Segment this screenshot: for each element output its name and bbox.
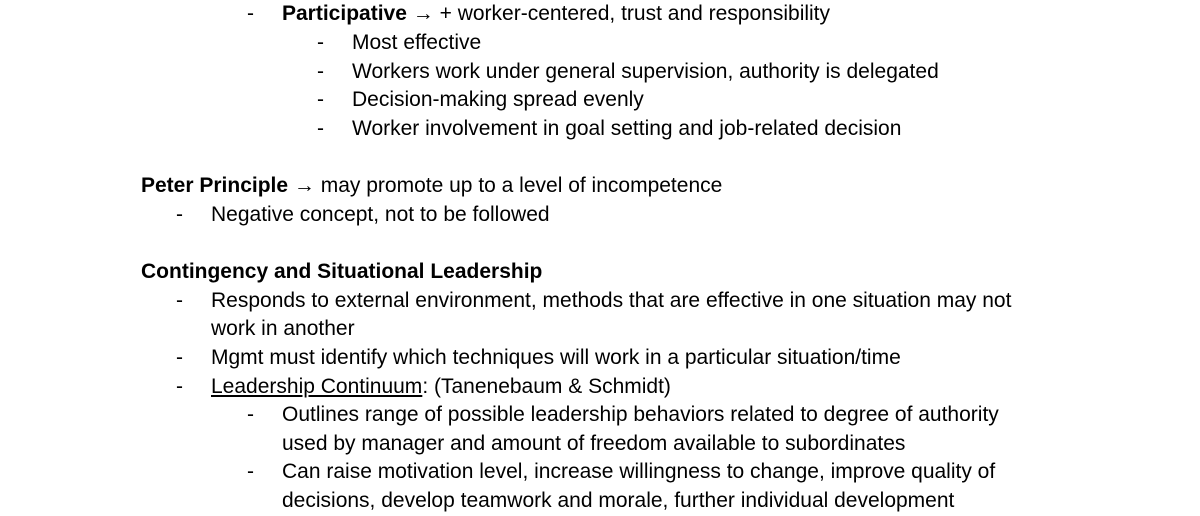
- peter-principle-title: Peter Principle: [141, 174, 289, 197]
- bullet-dash: -: [176, 375, 183, 398]
- leadership-continuum-title: Leadership Continuum: [211, 375, 423, 398]
- list-item: Workers work under general supervision, authority is delegated: [352, 60, 939, 83]
- list-item: Outlines range of possible leadership behaviors related to degree of authority: [282, 403, 999, 426]
- list-item: Responds to external environment, methods that are effective in one situation may not: [211, 289, 1012, 312]
- list-item: Mgmt must identify which techniques will work in a particular situation/time: [211, 346, 901, 369]
- list-item: Decision-making spread evenly: [352, 88, 644, 111]
- list-item: Worker involvement in goal setting and job-related decision: [352, 117, 902, 140]
- bullet-dash: -: [176, 203, 183, 226]
- list-item: Negative concept, not to be followed: [211, 203, 550, 226]
- bullet-dash: -: [247, 460, 254, 483]
- bullet-dash: -: [176, 289, 183, 312]
- bullet-dash: -: [317, 88, 324, 111]
- bullet-dash: -: [176, 346, 183, 369]
- participative-line: [282, 0, 830, 29]
- bullet-dash: -: [247, 403, 254, 426]
- list-item-continuation: decisions, develop teamwork and morale, further individual development: [282, 489, 955, 512]
- bullet-dash: -: [317, 31, 324, 54]
- leadership-continuum-authors: : (Tanenebaum & Schmidt): [422, 375, 671, 398]
- peter-principle-text: may promote up to a level of incompetence: [320, 174, 723, 197]
- bullet-dash: -: [317, 60, 324, 83]
- bullet-dash: -: [247, 2, 254, 25]
- list-item-continuation: work in another: [211, 317, 355, 340]
- arrow-symbol: →: [412, 2, 434, 25]
- bullet-dash: -: [317, 117, 324, 140]
- contingency-heading: Contingency and Situational Leadership: [141, 260, 543, 283]
- peter-principle-line: [141, 172, 722, 201]
- participative-text: + worker-centered, trust and responsibility: [439, 2, 831, 25]
- participative-title: Participative: [282, 2, 407, 25]
- list-item: Can raise motivation level, increase willingness to change, improve quality of: [282, 460, 996, 483]
- list-item: Most effective: [352, 31, 482, 54]
- leadership-continuum-line: [211, 373, 671, 402]
- list-item-continuation: used by manager and amount of freedom available to subordinates: [282, 432, 906, 455]
- arrow-symbol: →: [293, 174, 315, 197]
